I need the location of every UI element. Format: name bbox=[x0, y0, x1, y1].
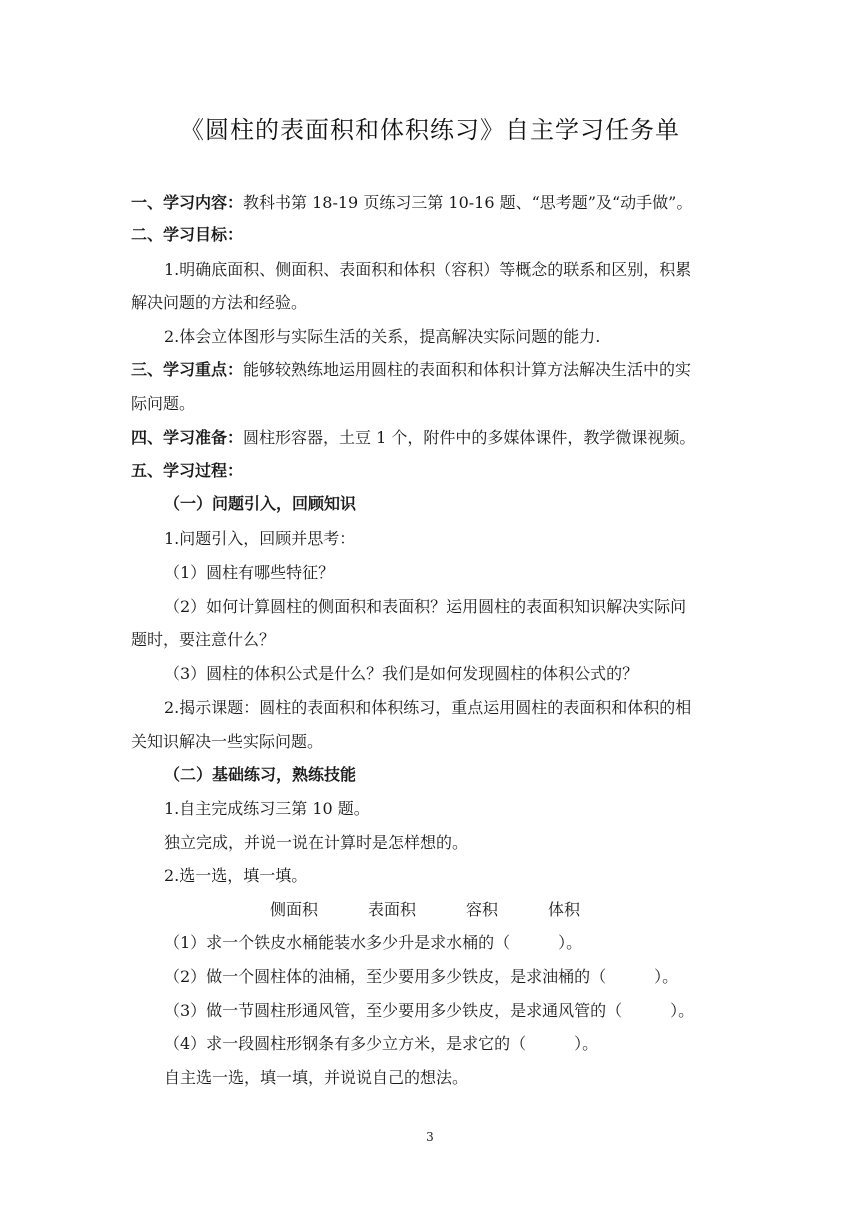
section-focus bbox=[131, 360, 691, 380]
question-2-line-b: 题时，要注意什么？ bbox=[131, 630, 276, 649]
question-1: （1）圆柱有哪些特征？ bbox=[164, 563, 335, 582]
part-1-heading: （一）问题引入，回顾知识 bbox=[164, 494, 357, 513]
part-2-heading: （二）基础练习，熟练技能 bbox=[164, 765, 357, 784]
goal-1-line-b: 解决问题的方法和经验。 bbox=[131, 293, 308, 312]
exercise-1-note: 独立完成，并说一说在计算时是怎样想的。 bbox=[164, 833, 469, 852]
option-volume: 体积 bbox=[548, 900, 581, 919]
options-row bbox=[270, 900, 630, 920]
goal-1-line-a: 1.明确底面积、侧面积、表面积和体积（容积）等概念的联系和区别，积累 bbox=[164, 260, 692, 279]
exercise-2: 2.选一选，填一填。 bbox=[164, 866, 308, 885]
process-2-line-a: 2.揭示课题：圆柱的表面积和体积练习，重点运用圆柱的表面积和体积的相 bbox=[164, 698, 692, 717]
option-surface-area: 表面积 bbox=[368, 900, 417, 919]
section-prep-label: 四、学习准备： bbox=[131, 428, 244, 447]
question-2-line-a: （2）如何计算圆柱的侧面积和表面积？运用圆柱的表面积知识解决实际问 bbox=[164, 597, 687, 616]
goal-2: 2.体会立体图形与实际生活的关系，提高解决实际问题的能力. bbox=[164, 327, 601, 346]
fill-item-1: （1）求一个铁皮水桶能装水多少升是求水桶的（ ）。 bbox=[164, 933, 583, 952]
option-lateral-area: 侧面积 bbox=[270, 900, 319, 919]
section-goals-label: 二、学习目标： bbox=[131, 225, 244, 244]
document-title: 《圆柱的表面积和体积练习》自主学习任务单 bbox=[180, 116, 680, 144]
section-content-label: 一、学习内容： bbox=[131, 193, 244, 212]
section-prep bbox=[131, 428, 695, 448]
section-content-text: 教科书第 18-19 页练习三第 10-16 题、“思考题”及“动手做”。 bbox=[243, 193, 693, 212]
page-number: 3 bbox=[426, 1130, 434, 1144]
section-focus-text-b: 际问题。 bbox=[131, 394, 196, 413]
exercise-1: 1.自主完成练习三第 10 题。 bbox=[164, 799, 370, 818]
question-3: （3）圆柱的体积公式是什么？我们是如何发现圆柱的体积公式的？ bbox=[164, 664, 639, 683]
section-focus-text: 能够较熟练地运用圆柱的表面积和体积计算方法解决生活中的实 bbox=[243, 360, 692, 379]
section-content bbox=[131, 193, 692, 213]
fill-instruction: 自主选一选，填一填，并说说自己的想法。 bbox=[164, 1068, 469, 1087]
fill-item-4: （4）求一段圆柱形钢条有多少立方米，是求它的（ ）。 bbox=[164, 1034, 599, 1053]
process-2-line-b: 关知识解决一些实际问题。 bbox=[131, 732, 324, 751]
fill-item-3: （3）做一节圆柱形通风管，至少要用多少铁皮，是求通风管的（ ）。 bbox=[164, 1001, 695, 1020]
section-process-label: 五、学习过程： bbox=[131, 461, 244, 480]
section-focus-label: 三、学习重点： bbox=[131, 360, 244, 379]
fill-item-2: （2）做一个圆柱体的油桶，至少要用多少铁皮，是求油桶的（ ）。 bbox=[164, 967, 679, 986]
process-1: 1.问题引入，回顾并思考： bbox=[164, 529, 356, 548]
option-capacity: 容积 bbox=[466, 900, 499, 919]
section-prep-text: 圆柱形容器，土豆 1 个，附件中的多媒体课件，教学微课视频。 bbox=[243, 428, 696, 447]
